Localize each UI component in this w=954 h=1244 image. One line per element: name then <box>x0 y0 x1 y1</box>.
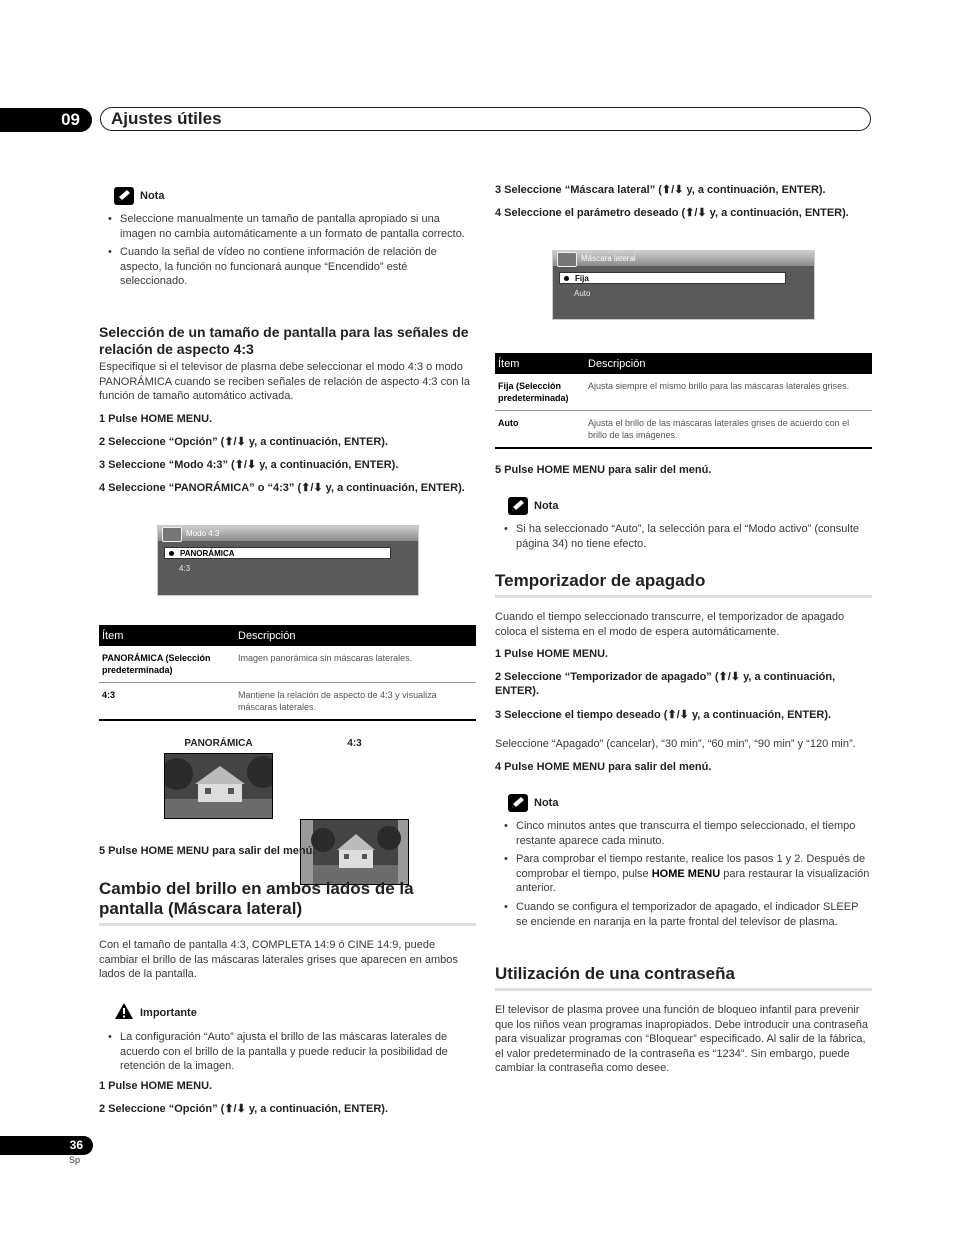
osd-title: Modo 4:3 <box>186 529 220 538</box>
note-item: • Seleccione manualmente un tamaño de pantalla apropiado si una imagen no cambia automáticamente a un formato de pantalla correcto. <box>99 212 476 241</box>
note-item: • Cuando la señal de vídeo no contiene información de relación de aspecto, la función no funcionará aunque “Encendido” esté seleccionado. <box>99 245 476 289</box>
table-header-desc: Descripción <box>585 353 872 374</box>
tv-icon <box>557 252 577 267</box>
step-5: 5 Pulse HOME MENU para salir del menú. <box>99 845 316 857</box>
note-item: • Cuando se configura el temporizador de apagado, el indicador SLEEP se enciende en naranja en la parte frontal del televisor de plasma. <box>495 900 872 929</box>
timer-step-2: 2 Seleccione “Temporizador de apagado” (⬆/⬇ y, a continuación, ENTER). <box>495 671 836 697</box>
table-row <box>495 374 872 411</box>
tv-icon <box>162 527 182 542</box>
step-2-mascara: 2 Seleccione “Opción” (⬆/⬇ y, a continuación, ENTER). <box>99 1103 389 1115</box>
note-text: para restaurar la visualización anterior. <box>516 867 870 895</box>
step-1-mascara: 1 Pulse HOME MENU. <box>99 1080 213 1092</box>
important-title: Importante <box>140 1006 197 1019</box>
step-2: 2 Seleccione “Opción” (⬆/⬇ y, a continuación, ENTER). <box>99 436 389 448</box>
table-cell-item: Auto <box>495 411 585 449</box>
important-header <box>114 1002 476 1023</box>
page-number: 36 <box>0 1136 93 1155</box>
section-heading-mascara: Cambio del brillo en ambos lados de la pantalla (Máscara lateral) <box>99 879 476 926</box>
language-code: Sp <box>69 1155 81 1165</box>
right-note-mascara <box>495 497 872 555</box>
note-pencil-icon <box>508 497 528 515</box>
table-row <box>99 646 476 683</box>
note-header <box>508 794 872 812</box>
picture-label-43: 4:3 <box>347 738 362 749</box>
osd-title-bar <box>553 251 814 266</box>
section-intro-contrasena: El televisor de plasma provee una función de bloqueo infantil para prevenir que los niños vean programas inapropiados. Debe introducir una contraseña para visualizar programas con “Bloquear” especificado. Al salir de la fábrica, el valor predeterminado de la contraseña es “1234”. Sin embargo, puede cambiar la contraseña como desee. <box>495 1004 869 1075</box>
step-5-mascara: 5 Pulse HOME MENU para salir del menú. <box>495 464 712 476</box>
important-item: • La configuración “Auto” ajusta el brillo de las máscaras laterales de acuerdo con el brillo de la pantalla y puede reducir la posibilidad de retención de la imagen. <box>99 1030 476 1074</box>
section-heading-temporizador: Temporizador de apagado <box>495 571 872 598</box>
section-heading-contrasena: Utilización de una contraseña <box>495 964 872 991</box>
note-list <box>495 819 872 929</box>
timer-step-4: 4 Pulse HOME MENU para salir del menú. <box>495 761 712 773</box>
note-header <box>114 187 476 205</box>
table-cell-desc: Mantiene la relación de aspecto de 4:3 y visualiza máscaras laterales. <box>235 683 476 721</box>
table-mascara <box>495 353 872 449</box>
left-note <box>99 187 476 293</box>
table-header-item: Ítem <box>99 625 235 646</box>
step-3: 3 Seleccione “Modo 4:3” (⬆/⬇ y, a continuación, ENTER). <box>99 459 399 471</box>
section-intro-mascara: Con el tamaño de pantalla 4:3, COMPLETA 14:9 ó CINE 14:9, puede cambiar el brillo de las máscaras laterales grises que aparecen en ambos lados de la pantalla. <box>99 939 458 981</box>
subsection-intro: Especifique si el televisor de plasma debe seleccionar el modo 4:3 o modo PANORÁMICA cuando se reciben señales de relación de aspecto 4:3 con la función de tamaño automático activada. <box>99 361 470 403</box>
note-text: Para comprobar el tiempo restante, realice los pasos 1 y 2. Después de comprobar el tiempo, pulse <box>516 853 866 880</box>
step-4: 4 Seleccione “PANORÁMICA” o “4:3” (⬆/⬇ y, a continuación, ENTER). <box>99 482 465 494</box>
step-3-mascara: 3 Seleccione “Máscara lateral” (⬆/⬇ y, a continuación, ENTER). <box>495 184 826 196</box>
table-cell-desc: Ajusta siempre el mismo brillo para las máscaras laterales grises. <box>585 374 872 411</box>
warning-icon <box>114 1002 134 1023</box>
right-note-timer <box>495 794 872 933</box>
table-cell-desc: Imagen panorámica sin máscaras laterales. <box>235 646 476 683</box>
timer-step-3: 3 Seleccione el tiempo deseado (⬆/⬇ y, a continuación, ENTER). <box>495 709 832 721</box>
table-cell-item: 4:3 <box>99 683 235 721</box>
table-header-item: Ítem <box>495 353 585 374</box>
osd-selected-option: PANORÁMICA <box>164 547 391 559</box>
note-list <box>495 522 872 551</box>
note-item <box>495 852 872 896</box>
important-box <box>99 1002 476 1078</box>
osd-selected-option: Fija <box>559 272 786 284</box>
note-title: Nota <box>534 797 559 809</box>
step-4-mascara: 4 Seleccione el parámetro deseado (⬆/⬇ y, a continuación, ENTER). <box>495 207 849 219</box>
section-intro-temporizador: Cuando el tiempo seleccionado transcurre, el temporizador de apagado coloca el sistema en el modo de espera automáticamente. <box>495 611 845 638</box>
subsection-heading-43: Selección de un tamaño de pantalla para las señales de relación de aspecto 4:3 <box>99 324 469 357</box>
timer-step-1: 1 Pulse HOME MENU. <box>495 648 609 660</box>
table-cell-item: PANORÁMICA (Selección predeterminada) <box>99 646 235 683</box>
important-list <box>99 1030 476 1074</box>
osd-menu-mascara <box>552 250 815 320</box>
note-title: Nota <box>140 190 165 202</box>
note-header <box>508 497 872 515</box>
chapter-number-tab: 09 <box>0 108 92 132</box>
osd-title-bar <box>158 526 418 541</box>
table-cell-desc: Ajusta el brillo de las máscaras laterales grises de acuerdo con el brillo de las imágenes. <box>585 411 872 449</box>
house-image-panoramica <box>164 753 273 819</box>
osd-menu-modo43 <box>157 525 419 596</box>
table-cell-item: Fija (Selección predeterminada) <box>495 374 585 411</box>
step-1: 1 Pulse HOME MENU. <box>99 413 213 425</box>
osd-option: 4:3 <box>179 564 191 573</box>
chapter-title: Ajustes útiles <box>100 107 871 131</box>
note-bold-text: HOME MENU <box>651 867 721 880</box>
timer-step-3-detail: Seleccione “Apagado” (cancelar), “30 min”, “60 min”, “90 min” y “120 min”. <box>495 738 856 750</box>
note-list <box>99 212 476 289</box>
picture-label-panoramica: PANORÁMICA <box>184 738 253 749</box>
note-item: • Cinco minutos antes que transcurra el tiempo seleccionado, el tiempo restante aparece cada minuto. <box>495 819 872 848</box>
table-row <box>495 411 872 449</box>
table-header-desc: Descripción <box>235 625 476 646</box>
table-row <box>99 683 476 721</box>
osd-title: Máscara lateral <box>581 254 636 263</box>
note-title: Nota <box>534 500 559 512</box>
note-item: • Si ha seleccionado “Auto”, la selección para el “Modo activo” (consulte página 34) no tiene efecto. <box>495 522 872 551</box>
table-modo43 <box>99 625 476 721</box>
note-pencil-icon <box>114 187 134 205</box>
osd-option: Auto <box>574 289 591 298</box>
note-pencil-icon <box>508 794 528 812</box>
